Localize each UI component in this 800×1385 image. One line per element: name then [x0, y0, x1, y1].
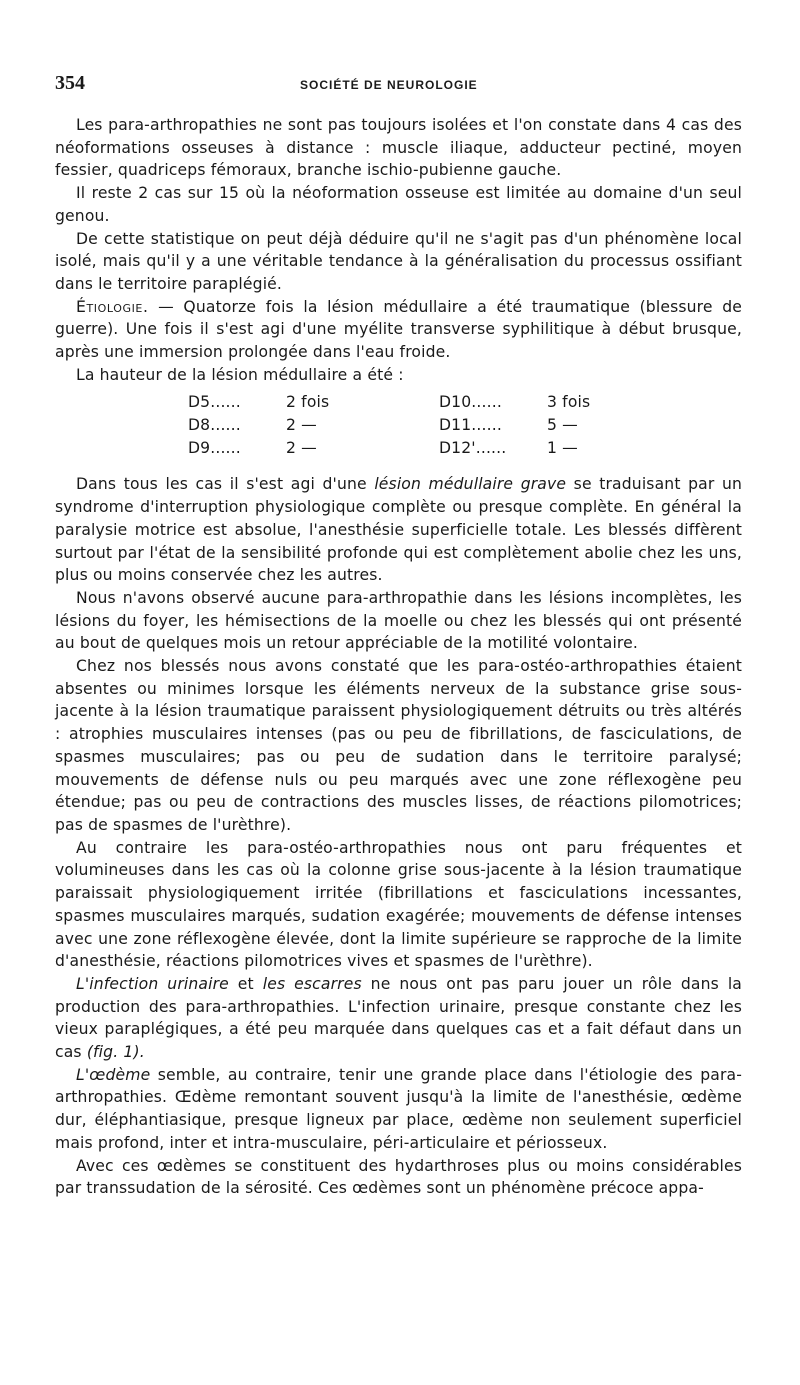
emphasis-lesion-grave: lésion médullaire grave	[374, 475, 567, 494]
text-run: semble, au contraire, tenir une grande place dans l'étiologie des para-arthropathies. Œdème remontant souvent jusqu'à la limite de l'anesthésie, œdème dur, éléphantiasique, presque ligneux par place, œdème non seulement superficiel mais profond, inter et intra-musculaire, péri-articulaire et périosseux.	[55, 1065, 742, 1152]
lesion-level-label: D11......	[439, 416, 502, 435]
text-run: se traduisant par un syndrome d'interruption physiologique complète ou presque complète. En général la paralysie motrice est absolue, l'anesthésie superficielle totale. Les blessés diffèrent surtout par l'état de la sensibilité profonde qui est complètement abolie chez les uns, plus ou moins conservée chez les autres.	[55, 475, 743, 585]
figure-reference: (fig. 1).	[86, 1043, 145, 1062]
lesion-level-count: 2 —	[286, 439, 317, 458]
paragraph-urinary-infection	[55, 973, 742, 1064]
etiology-text: — Quatorze fois la lésion médullaire a été traumatique (blessure de guerre). Une fois il s'est agi d'une myélite transverse syphilitique à début brusque, après une immersion prolongée dans l'eau froide.	[55, 297, 742, 362]
lesion-level-row	[439, 414, 578, 437]
body-text	[55, 114, 742, 1200]
lesion-level-row	[188, 391, 329, 414]
text-run: et	[228, 974, 263, 993]
emphasis-infection-urinaire: L'infection urinaire	[76, 974, 229, 993]
lesion-level-row	[439, 437, 578, 460]
lesion-level-label: D12'......	[439, 439, 507, 458]
lesion-level-label: D5......	[188, 393, 241, 412]
paragraph-etiology	[55, 296, 742, 364]
paragraph-hydarthroses: Avec ces œdèmes se constituent des hydarthroses plus ou moins considérables par transsudation de la sérosité. Ces œdèmes sont un phénomène précoce appa-	[55, 1156, 742, 1198]
lesion-level-label: D8......	[188, 416, 241, 435]
lesion-level-row	[188, 414, 317, 437]
lesion-level-count: 3 fois	[547, 393, 591, 412]
lesion-level-count: 2 —	[286, 416, 317, 435]
paragraph-single-knee: Il reste 2 cas sur 15 où la néoformation osseuse est limitée au domaine d'un seul genou.	[55, 184, 742, 225]
section-heading-etiologie: Étiologie.	[76, 297, 149, 316]
lesion-level-count: 1 —	[547, 439, 578, 458]
emphasis-escarres: les escarres	[262, 974, 362, 993]
lesion-level-table	[55, 391, 742, 461]
paragraph-absent-arthropathies: Chez nos blessés nous avons constaté que les para-ostéo-arthropathies étaient absentes ou minimes lorsque les éléments nerveux de la substance grise sous-jacente à la lésion traumatique paraissent physiologiquement détruits ou très altérés : atrophies musculaires intenses (pas ou peu de fibrillations, de fasciculations, de spasmes musculaires; pas ou peu de sudation dans le territoire paralysé; mouvements de défense nuls ou peu marqués avec une zone réflexogène peu étendue; pas ou peu de contractions des muscles lisses, de réactions pilomotrices; pas de spasmes de l'urèthre).	[55, 657, 742, 834]
paragraph-isolation: Les para-arthropathies ne sont pas toujours isolées et l'on constate dans 4 cas des néoformations osseuses à distance : muscle iliaque, adducteur pectiné, moyen fessier, quadriceps fémoraux, branche ischio-pubienne gauche.	[55, 116, 742, 180]
paragraph-statistics: De cette statistique on peut déjà déduire qu'il ne s'agit pas d'un phénomène local isolé, mais qu'il y a une véritable tendance à la généralisation du processus ossifiant dans le territoire paraplégié.	[55, 229, 742, 293]
lesion-level-label: D10......	[439, 393, 502, 412]
lesion-level-count: 2 fois	[286, 393, 330, 412]
lesion-level-row	[188, 437, 317, 460]
paragraph-incomplete-lesions: Nous n'avons observé aucune para-arthropathie dans les lésions incomplètes, les lésions du foyer, les hémisections de la moelle ou chez les blessés qui ont présenté au bout de quelques mois un retour appréciable de la motilité volontaire.	[55, 588, 742, 653]
text-run: ne nous ont pas paru jouer un rôle dans la production des para-arthropathies. L'infection urinaire, presque constante chez les vieux paraplégiques, a été peu marquée dans quelques cas et a fait défaut dans un cas	[55, 974, 743, 1062]
page-number: 354	[55, 72, 85, 94]
running-header	[55, 72, 745, 96]
text-run: Dans tous les cas il s'est agi d'une	[76, 475, 375, 494]
lesion-level-count: 5 —	[547, 416, 578, 435]
emphasis-oedeme: L'œdème	[76, 1065, 151, 1084]
lesion-level-label: D9......	[188, 439, 241, 458]
paragraph-severe-lesion	[55, 473, 742, 587]
paragraph-oedema	[55, 1064, 742, 1155]
journal-title: SOCIÉTÉ DE NEUROLOGIE	[300, 78, 478, 92]
lesion-level-row	[439, 391, 590, 414]
paragraph-lesion-height: La hauteur de la lésion médullaire a été :	[76, 365, 404, 384]
paragraph-frequent-arthropathies: Au contraire les para-ostéo-arthropathies nous ont paru fréquentes et volumineuses dans les cas où la colonne grise sous-jacente à la lésion traumatique paraissait physiologiquement irritée (fibrillations et fasciculations incessantes, spasmes musculaires marqués, sudation exagérée; mouvements de défense intenses avec une zone réflexogène élevée, dont la limite supérieure se rapproche de la limite d'anesthésie, réactions pilomotrices vives et spasmes de l'urèthre).	[55, 838, 742, 971]
